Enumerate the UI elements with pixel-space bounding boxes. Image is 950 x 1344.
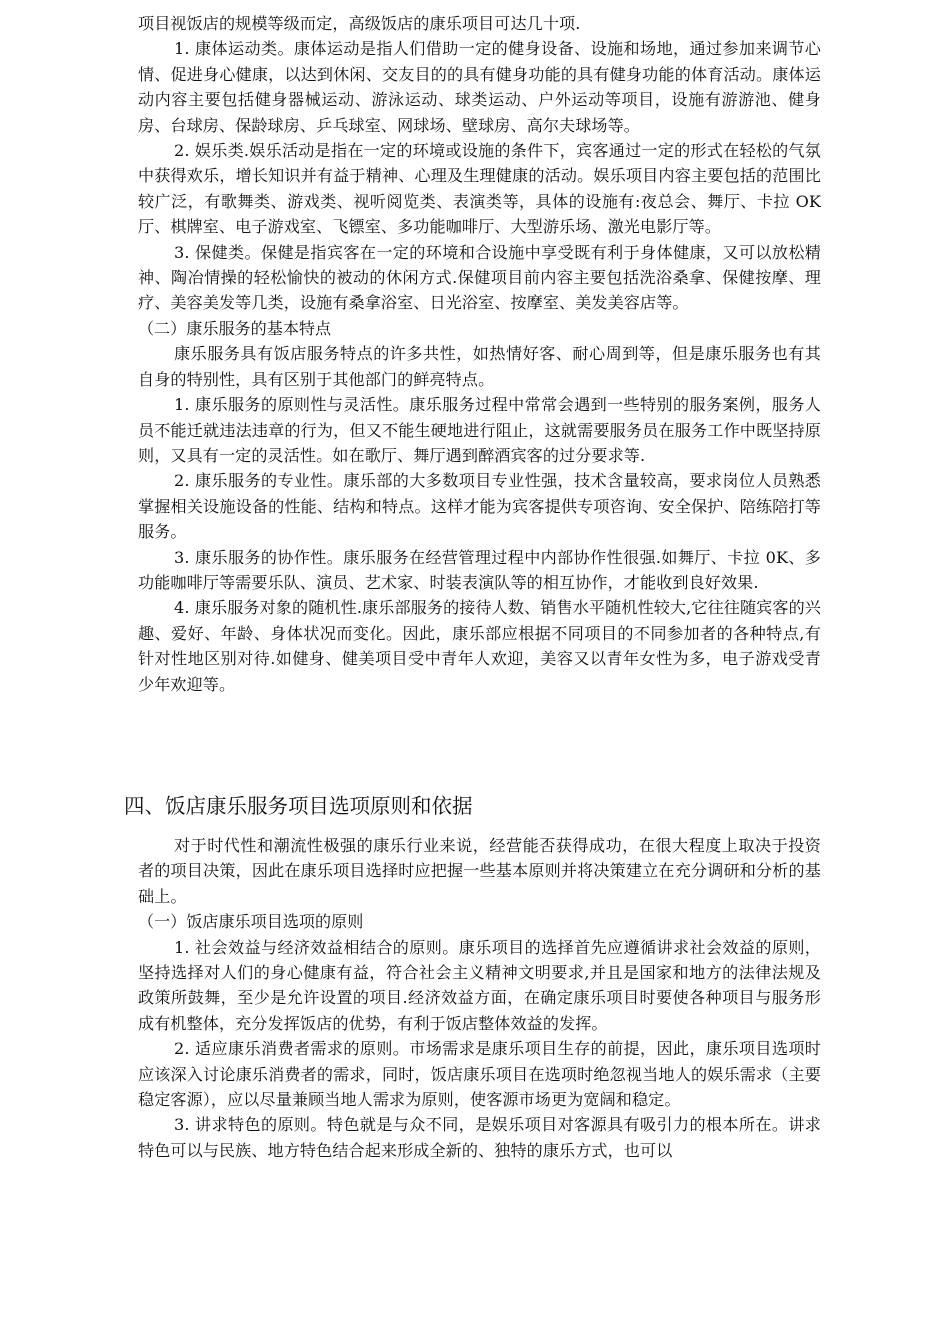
subsection-heading: （二）康乐服务的基本特点 xyxy=(138,318,332,338)
subsection-heading: （一）饭店康乐项目选项的原则 xyxy=(138,912,364,932)
section-heading: 四、饭店康乐服务项目选项原则和依据 xyxy=(124,794,473,818)
paragraph: 3. 讲求特色的原则。特色就是与众不同，是娱乐项目对客源具有吸引力的根本所在。讲求特色可以与民族、地方特色结合起来形成全新的、独特的康乐方式，也可以 xyxy=(138,1115,821,1160)
paragraph: 2. 娱乐类.娱乐活动是指在一定的环境或设施的条件下，宾客通过一定的形式在轻松的气氛中获得欢乐，增长知识并有益于精神、心理及生理健康的活动。娱乐项目内容主要包括的范围比较广泛，有歌舞类、游戏类、视听阅览类、表演类等，具体的设施有:夜总会、舞厅、卡拉 OK 厅、棋牌室、电子游戏室、飞镖室、多功能咖啡厅、大型游乐场、激光电影厅等。 xyxy=(138,141,821,237)
body-block-2 xyxy=(138,833,821,1163)
paragraph: 康乐服务具有饭店服务特点的许多共性，如热情好客、耐心周到等，但是康乐服务也有其自身的特别性，具有区别于其他部门的鲜亮特点。 xyxy=(138,344,821,389)
paragraph: 1. 社会效益与经济效益相结合的原则。康乐项目的选择首先应遵循讲求社会效益的原则，坚持选择对人们的身心健康有益，符合社会主义精神文明要求,并且是国家和地方的法律法规及政策所鼓舞，至少是允许设置的项目.经济效益方面，在确定康乐项目时要使各种项目与服务形成有机整体，充分发挥饭店的优势，有利于饭店整体效益的发挥。 xyxy=(138,937,821,1033)
paragraph: 1. 康体运动类。康体运动是指人们借助一定的健身设备、设施和场地，通过参加来调节心情、促进身心健康，以达到休闲、交友目的的具有健身功能的具有健身功能的体育活动。康体运动内容主要包括健身器械运动、游泳运动、球类运动、户外运动等项目，设施有游游池、健身房、台球房、保龄球房、乒乓球室、网球场、壁球房、高尔夫球场等。 xyxy=(138,39,821,135)
paragraph: 3. 康乐服务的协作性。康乐服务在经营管理过程中内部协作性很强.如舞厅、卡拉 0K、多功能咖啡厅等需要乐队、演员、艺术家、时装表演队等的相互协作，才能收到良好效果. xyxy=(138,547,821,592)
paragraph: 2. 康乐服务的专业性。康乐部的大多数项目专业性强，技术含量较高，要求岗位人员熟悉掌握相关设施设备的性能、结构和特点。这样才能为宾客提供专项咨询、安全保护、陪练陪打等服务。 xyxy=(138,471,821,542)
body-block-1 xyxy=(138,11,821,697)
paragraph: 项目视饭店的规模等级而定，高级饭店的康乐项目可达几十项. xyxy=(138,14,581,33)
paragraph: 对于时代性和潮流性极强的康乐行业来说，经营能否获得成功，在很大程度上取决于投资者的项目决策，因此在康乐项目选择时应把握一些基本原则并将决策建立在充分调研和分析的基础上。 xyxy=(138,836,821,906)
paragraph: 1. 康乐服务的原则性与灵活性。康乐服务过程中常常会遇到一些特别的服务案例，服务人员不能迁就违法违章的行为，但又不能生硬地进行阻止，这就需要服务员在服务工作中既坚持原则，又具有一定的灵活性。如在歌厅、舞厅遇到醉酒宾客的过分要求等. xyxy=(138,395,821,465)
paragraph: 2. 适应康乐消费者需求的原则。市场需求是康乐项目生存的前提，因此，康乐项目选项时应该深入讨论康乐消费者的需求，同时，饭店康乐项目在选项时绝忽视当地人的娱乐需求（主要稳定客源），应以尽量兼顾当地人需求为原则，使客源市场更为宽阔和稳定。 xyxy=(138,1039,821,1110)
paragraph: 3. 保健类。保健是指宾客在一定的环境和合设施中享受既有利于身体健康，又可以放松精神、陶冶情操的轻松愉快的被动的休闲方式.保健项目前内容主要包括洗浴桑拿、保健按摩、理疗、美容美发等几类，设施有桑拿浴室、日光浴室、按摩室、美发美容店等。 xyxy=(138,242,821,313)
paragraph: 4. 康乐服务对象的随机性.康乐部服务的接待人数、销售水平随机性较大,它往往随宾客的兴趣、爱好、年龄、身体状况而变化。因此，康乐部应根据不同项目的不同参加者的各种特点,有针对性地区别对待.如健身、健美项目受中青年人欢迎，美容又以青年女性为多，电子游戏受青少年欢迎等。 xyxy=(138,598,821,694)
